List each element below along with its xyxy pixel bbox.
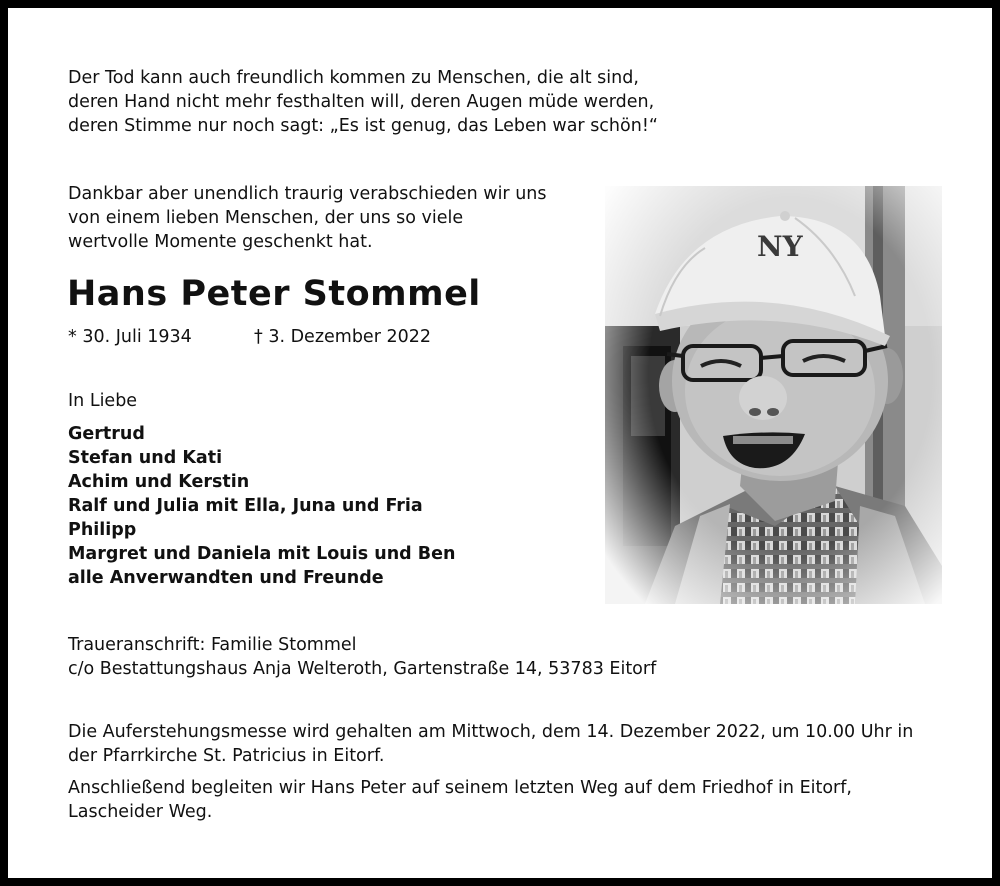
mourners-list [68, 422, 455, 590]
obituary-notice [8, 8, 992, 878]
mourner-name: Margret und Daniela mit Louis und Ben [68, 544, 456, 564]
address-line: Traueranschrift: Familie Stommel [68, 635, 357, 655]
poem-line: Der Tod kann auch freundlich kommen zu Menschen, die alt sind, [68, 68, 639, 88]
portrait-photo [605, 186, 942, 604]
mourner-name: alle Anverwandten und Freunde [68, 568, 384, 588]
farewell-line: Dankbar aber unendlich traurig verabschieden wir uns [68, 184, 547, 204]
poem-line: deren Hand nicht mehr festhalten will, deren Augen müde werden, [68, 92, 655, 112]
service-info [68, 720, 938, 832]
mourner-name: Gertrud [68, 424, 145, 444]
mourning-address [68, 633, 656, 681]
poem-line: deren Stimme nur noch sagt: „Es ist genug, das Leben war schön!“ [68, 116, 658, 136]
life-dates [68, 325, 431, 349]
farewell-line: wertvolle Momente geschenkt hat. [68, 232, 373, 252]
mourner-name: Stefan und Kati [68, 448, 223, 468]
burial-info: Anschließend begleiten wir Hans Peter auf seinem letzten Weg auf dem Friedhof in Eitorf, Lascheider Weg. [68, 778, 852, 822]
deceased-name: Hans Peter Stommel [67, 274, 481, 314]
mourner-name: Ralf und Julia mit Ella, Juna und Fria [68, 496, 423, 516]
mourners-intro: In Liebe [68, 391, 138, 411]
address-line: c/o Bestattungshaus Anja Welteroth, Gartenstraße 14, 53783 Eitorf [68, 659, 657, 679]
mourner-name: Philipp [68, 520, 137, 540]
death-date: † 3. Dezember 2022 [254, 327, 431, 347]
mourner-name: Achim und Kerstin [68, 472, 250, 492]
farewell-line: von einem lieben Menschen, der uns so viele [68, 208, 464, 228]
farewell-text [68, 182, 588, 254]
mass-info: Die Auferstehungsmesse wird gehalten am Mittwoch, dem 14. Dezember 2022, um 10.00 Uhr in der Pfarrkirche St. Patricius in Eitorf. [68, 722, 914, 766]
birth-date: * 30. Juli 1934 [68, 327, 192, 347]
portrait-illustration [605, 186, 942, 604]
poem [68, 66, 688, 138]
